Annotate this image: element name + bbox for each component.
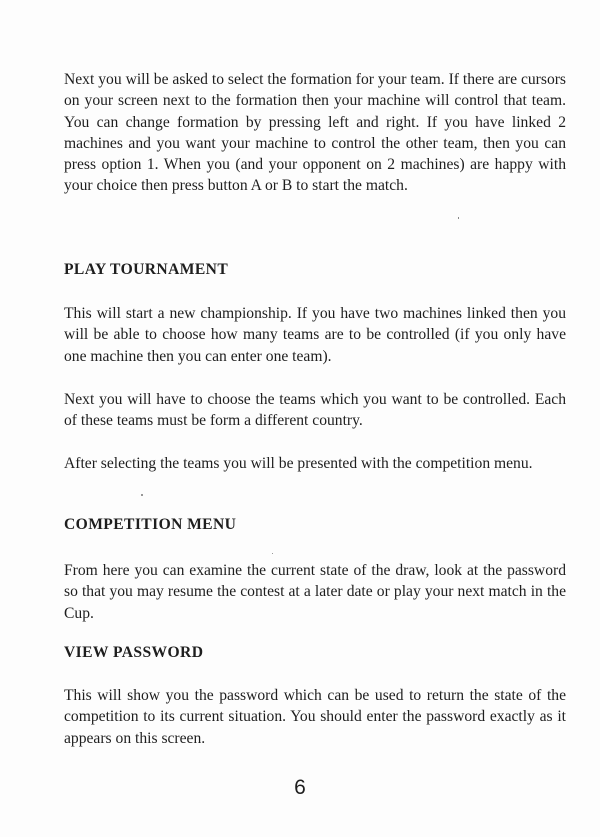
view-password-paragraph: This will show you the password which can be used to return the state of the competition to its current situation. You should enter the password exactly as it appears on this screen. — [64, 687, 566, 747]
view-password-heading: VIEW PASSWORD — [64, 644, 204, 661]
play-tournament-heading: PLAY TOURNAMENT — [64, 261, 229, 278]
scan-speck — [458, 217, 459, 219]
page-number: 6 — [294, 776, 306, 799]
competition-menu-paragraph: From here you can examine the current state of the draw, look at the password so that you may resume the contest at a later date or play your next match in the Cup. — [64, 562, 566, 622]
formation-paragraph: Next you will be asked to select the formation for your team. If there are cursors on your screen next to the formation then your machine will control that team. You can change formation by pressing left and right. If you have linked 2 machines and you want your machine to control the other team, then you can press option 1. When you (and your opponent on 2 machines) are happy with your choice then press button A or B to start the match. — [64, 71, 566, 195]
scan-speck — [141, 494, 143, 496]
tournament-intro-paragraph: This will start a new championship. If you have two machines linked then you will be able to choose how many teams are to be controlled (if you only have one machine then you can enter one team). — [64, 305, 566, 365]
competition-menu-heading: COMPETITION MENU — [64, 516, 237, 533]
choose-teams-paragraph: Next you will have to choose the teams which you want to be controlled. Each of these teams must be form a different country. — [64, 391, 566, 430]
scan-speck — [272, 553, 273, 554]
after-selecting-paragraph: After selecting the teams you will be presented with the competition menu. — [64, 455, 533, 472]
